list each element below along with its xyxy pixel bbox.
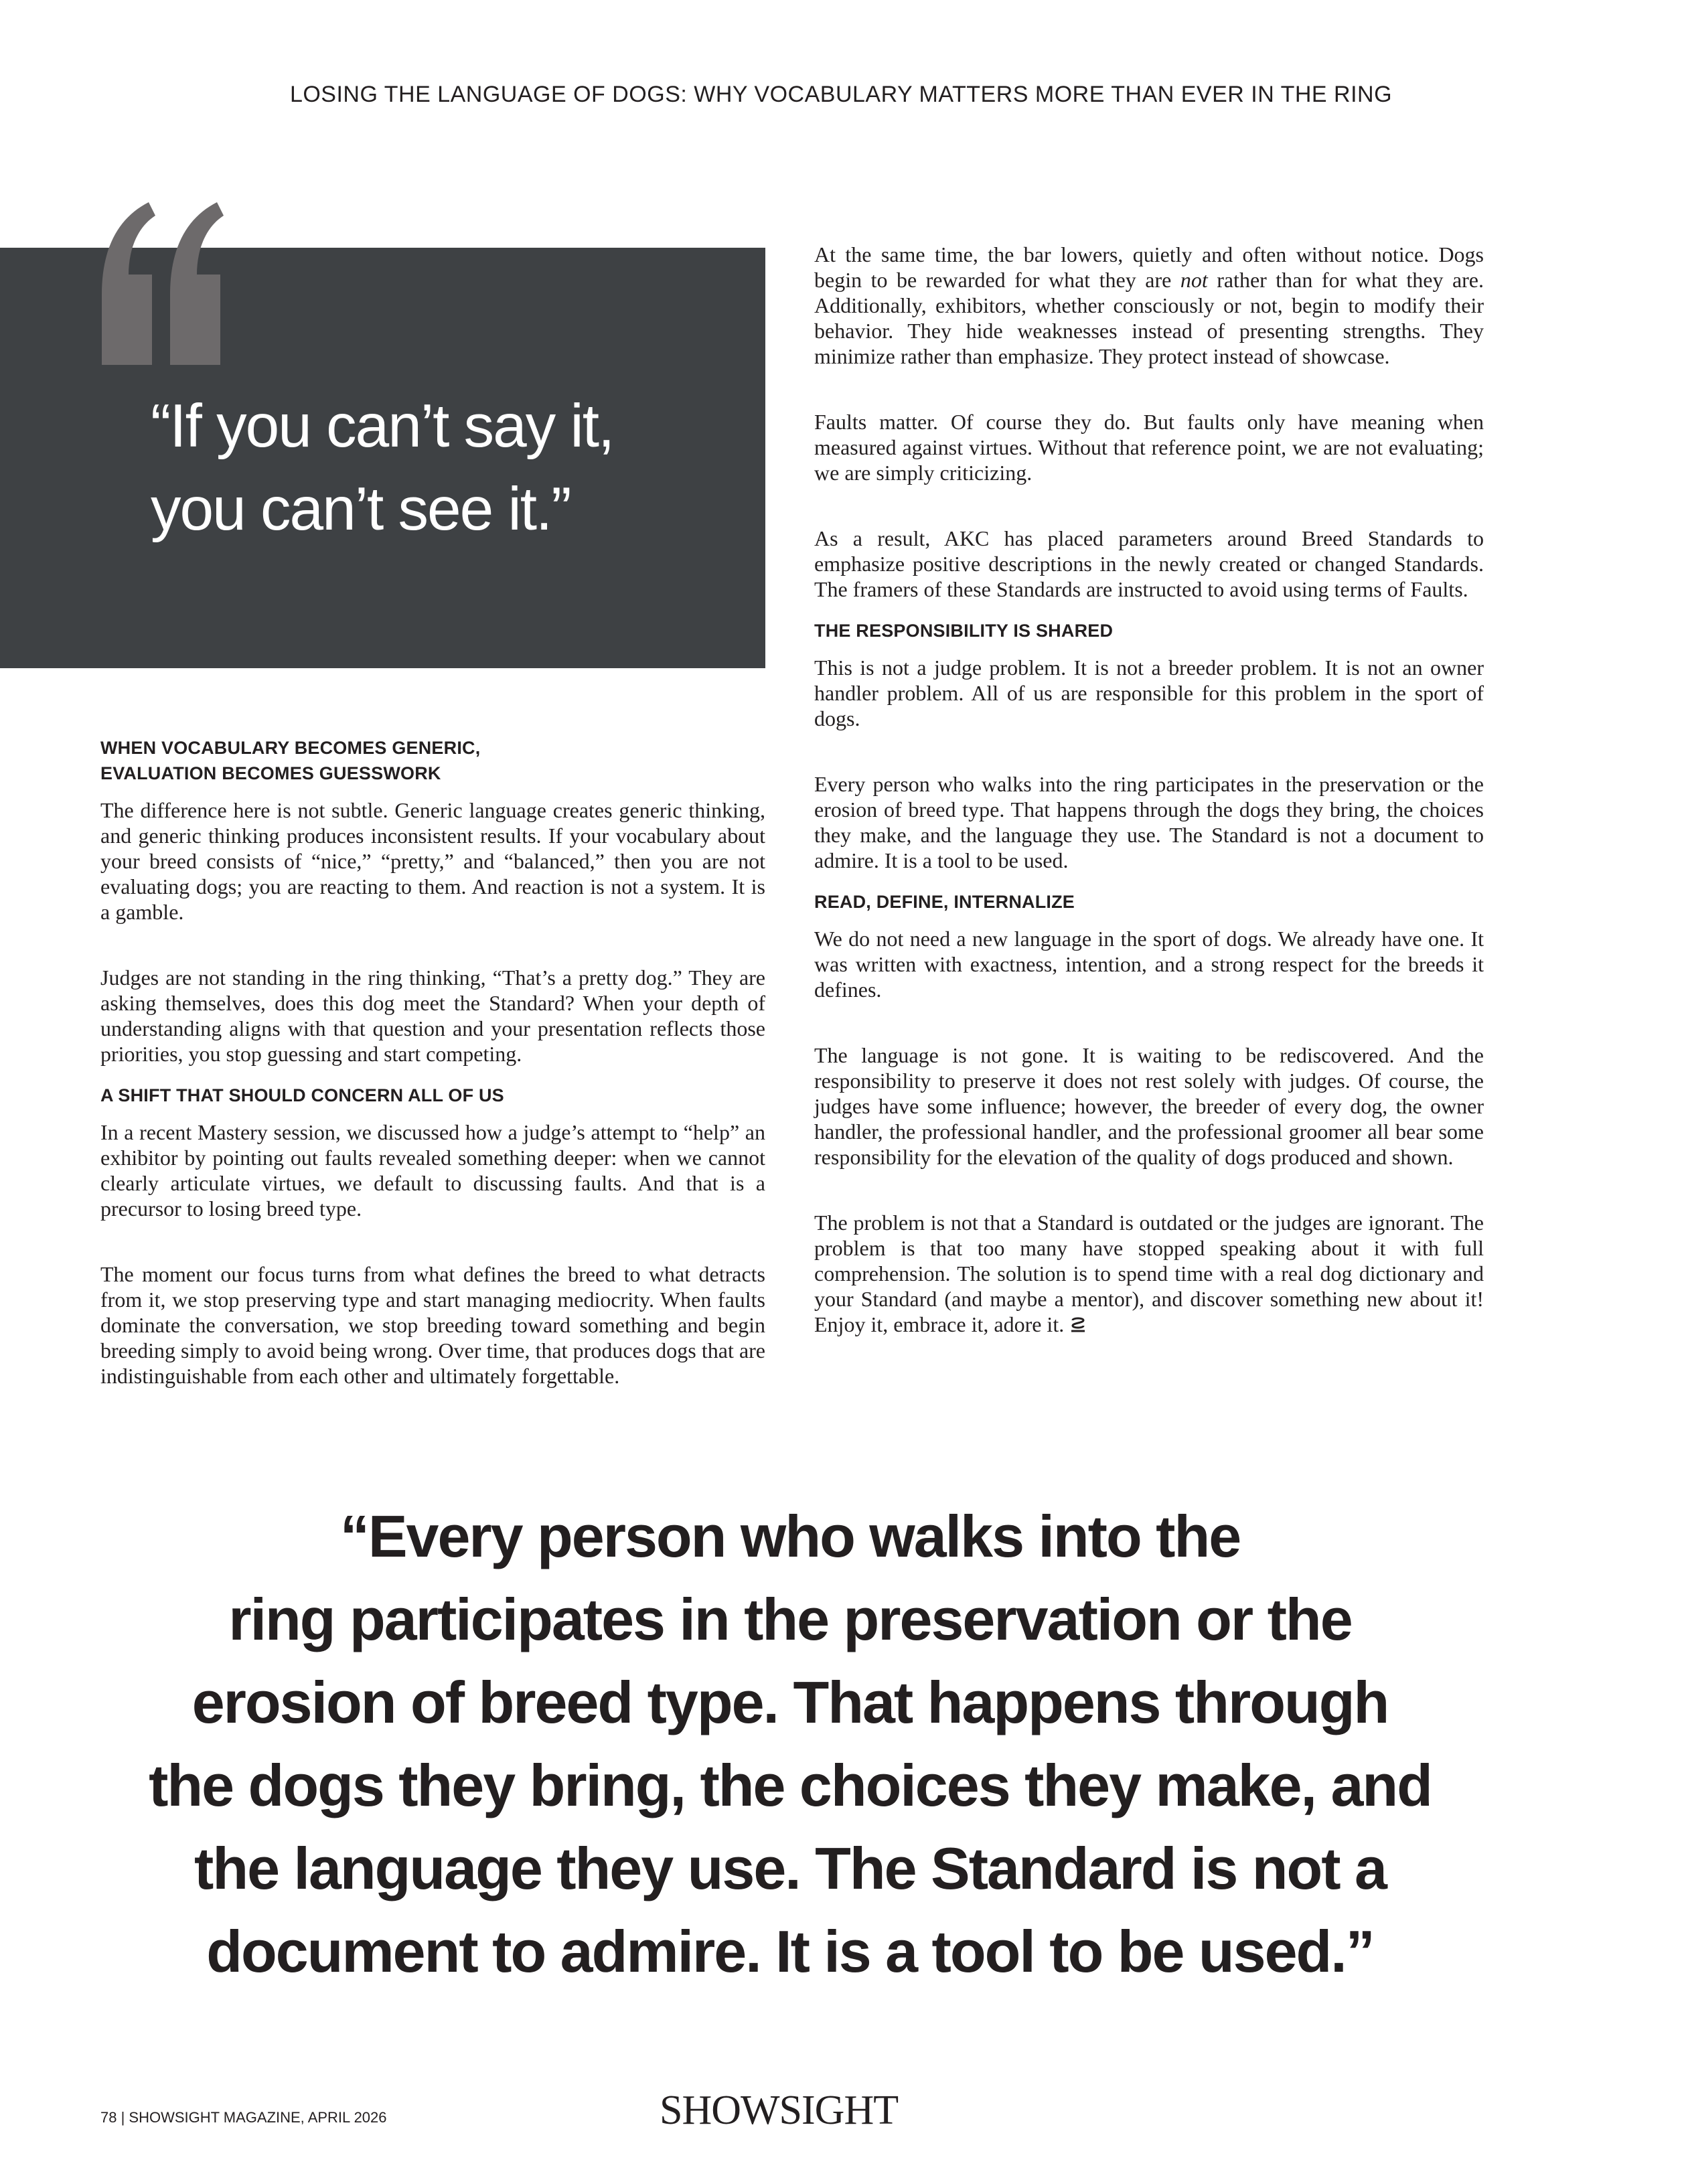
left-column [100, 735, 765, 1389]
magazine-logo: SHOWSIGHT [660, 2088, 899, 2133]
body-paragraph: This is not a judge problem. It is not a breeder problem. It is not an owner handler problem. All of us are responsible for this problem in the sport of dogs. [814, 655, 1484, 730]
body-paragraph: Every person who walks into the ring participates in the preservation or the erosion of breed type. That happens through the dogs they bring, the choices they make, and the language they use. The Standard is not a document to admire. It is a tool to be used. [814, 772, 1484, 872]
callout-quote-line-2: you can’t see it.” [151, 475, 570, 543]
pull-quote-line: erosion of breed type. That happens through [192, 1669, 1389, 1735]
body-paragraph: The problem is not that a Standard is outdated or the judges are ignorant. The problem is that too many have stopped speaking about it with full comprehension. The solution is to spend time with a real dog dictionary and your Standard (and maybe a mentor), and discover something new about it! Enjoy it, embrace it, adore it. [814, 1211, 1484, 1336]
running-head: LOSING THE LANGUAGE OF DOGS: WHY VOCABULARY MATTERS MORE THAN EVER IN THE RING [289, 82, 1393, 107]
section-heading-continued: EVALUATION BECOMES GUESSWORK [100, 763, 441, 783]
pull-quote [100, 1495, 1480, 1993]
emphasis: not [1180, 268, 1208, 292]
pull-quote-line: ring participates in the preservation or the [228, 1586, 1352, 1652]
callout-quote-line-1: “If you can’t say it, [151, 392, 614, 460]
callout-quote [151, 385, 740, 551]
page-folio: 78 | SHOWSIGHT MAGAZINE, APRIL 2026 [100, 2109, 387, 2126]
body-paragraph: We do not need a new language in the sport of dogs. We already have one. It was written with exactness, intention, and a strong respect for the breeds it defines. [814, 927, 1484, 1002]
body-paragraph: The language is not gone. It is waiting to be rediscovered. And the responsibility to preserve it does not rest solely with judges. Of course, the judges have some influence; however, the breeder of every dog, the owner handler, the professional handler, and the professional groomer all bear some responsibility for the elevation of the quality of dogs produced and shown. [814, 1043, 1484, 1169]
open-quote-icon [95, 201, 229, 368]
body-paragraph: Judges are not standing in the ring thinking, “That’s a pretty dog.” They are asking themselves, does this dog meet the Standard? When your depth of understanding aligns with that question and your presentation reflects those priorities, you stop guessing and start competing. [100, 965, 765, 1066]
section-heading: READ, DEFINE, INTERNALIZE [814, 892, 1075, 912]
pull-quote-line: the dogs they bring, the choices they make, and [149, 1752, 1432, 1818]
pull-quote-line: “Every person who walks into the [339, 1503, 1241, 1569]
pull-quote-line: document to admire. It is a tool to be used.” [206, 1918, 1374, 1984]
section-heading: THE RESPONSIBILITY IS SHARED [814, 621, 1114, 641]
body-paragraph: Faults matter. Of course they do. But faults only have meaning when measured against virtues. Without that reference point, we are not evaluating; we are simply criticizing. [814, 410, 1484, 485]
body-paragraph: The moment our focus turns from what defines the breed to what detracts from it, we stop preserving type and start managing mediocrity. When faults dominate the conversation, we stop breeding toward something and begin breeding simply to avoid being wrong. Over time, that produces dogs that are indistinguishable from each other and ultimately forgettable. [100, 1262, 765, 1388]
body-paragraph: At the same time, the bar lowers, quietly and often without notice. Dogs begin to be rewarded for what they are not rather than for what they are. Additionally, exhibitors, whether consciously or not, begin to modify their behavior. They hide weaknesses instead of presenting strengths. They minimize rather than emphasize. They protect instead of showcase. [814, 242, 1484, 368]
right-column [814, 242, 1484, 1337]
section-heading: A SHIFT THAT SHOULD CONCERN ALL OF US [100, 1085, 504, 1105]
body-paragraph: The difference here is not subtle. Generic language creates generic thinking, and generic thinking produces inconsistent results. If your vocabulary about your breed consists of “nice,” “pretty,” and “balanced,” then you are not evaluating dogs; you are reacting to them. And reaction is not a system. It is a gamble. [100, 798, 765, 924]
section-heading: WHEN VOCABULARY BECOMES GENERIC, [100, 738, 481, 758]
end-of-article-icon [1069, 1316, 1087, 1334]
body-paragraph: In a recent Mastery session, we discussed how a judge’s attempt to “help” an exhibitor by pointing out faults revealed something deeper: when we cannot clearly articulate virtues, we default to discussing faults. And that is a precursor to losing breed type. [100, 1120, 765, 1221]
body-paragraph: As a result, AKC has placed parameters around Breed Standards to emphasize positive descriptions in the newly created or changed Standards. The framers of these Standards are instructed to avoid using terms of Faults. [814, 526, 1484, 601]
pull-quote-line: the language they use. The Standard is not a [194, 1835, 1386, 1901]
